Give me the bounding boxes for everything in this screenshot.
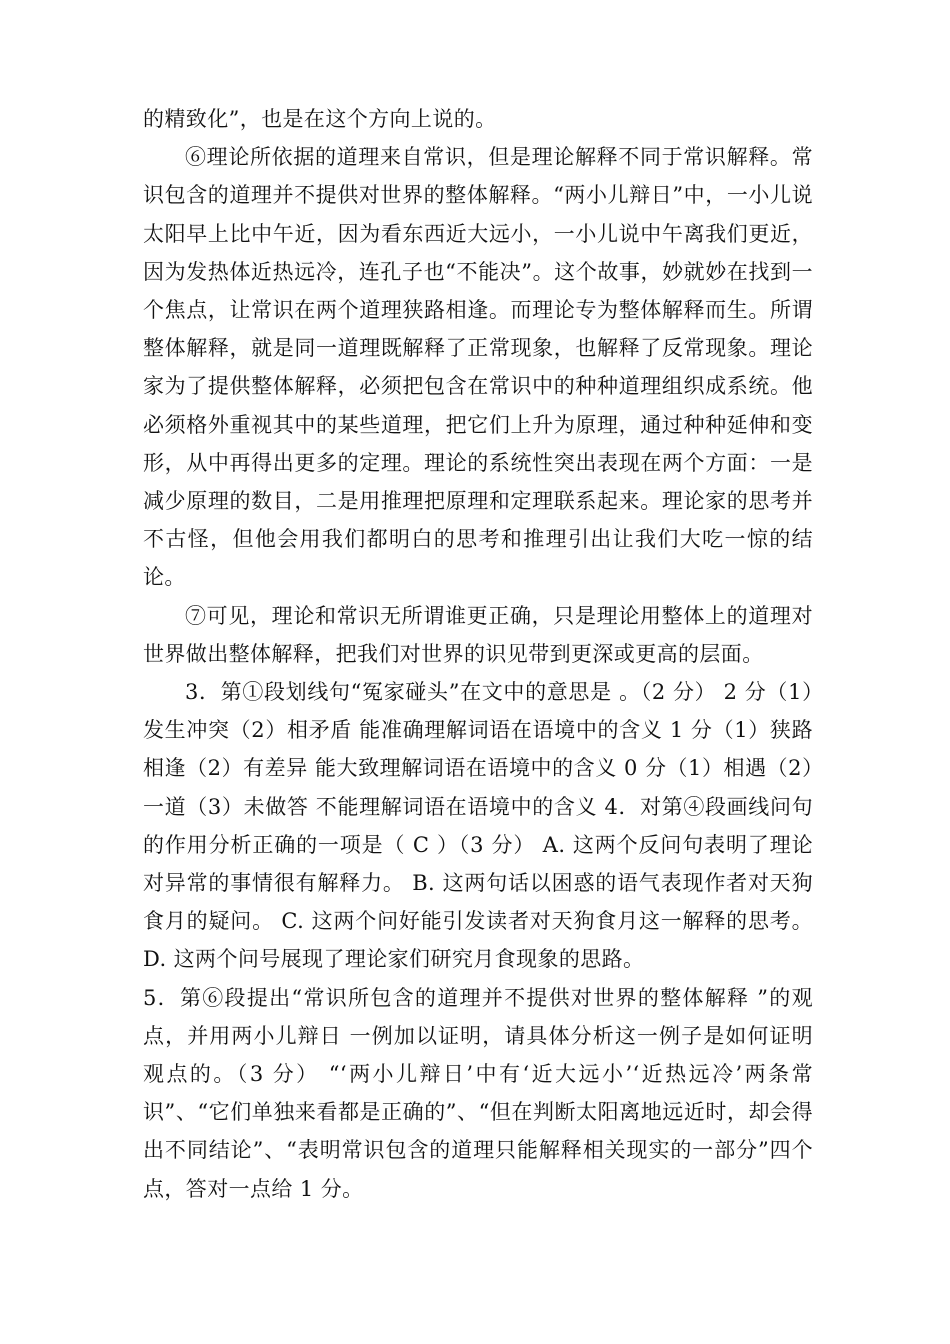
questions-3-4: 3．第①段划线句“冤家碰头”在文中的意思是 。（2 分） 2 分（1）发生冲突（2）相矛盾 能准确理解词语在语境中的含义 1 分（1）狭路相逢（2）有差异 能大致理解词语在语境中的含义 0 分（1）相遇（2）一道（3）未做答 不能理解词语在语境中的含义 4．对第④段画线问句的作用分析正确的一项是（ C ）（3 分） A. 这两个反问句表明了理论对异常的事情很有解释力。 B. 这两句话以困惑的语气表现作者对天狗食月的疑问。 C. 这两个问好能引发读者对天狗食月这一解释的思考。 D. 这两个问号展现了理论家们研究月食现象的思路。 [143, 680, 813, 972]
document-page [143, 100, 813, 1208]
paragraph-continuation: 的精致化”，也是在这个方向上说的。 [143, 107, 497, 131]
question-5: 5．第⑥段提出“常识所包含的道理并不提供对世界的整体解释 ”的观点，并用两小儿辩日 一例加以证明，请具体分析这一例子是如何证明观点的。（3 分） “‘两小儿辩日’中有‘近大远小’‘近热远冷’两条常识”、“它们单独来看都是正确的”、“但在判断太阳离地远近时，却会得出不同结论”、“表明常识包含的道理只能解释相关现实的一部分”四个点，答对一点给 1 分。 [143, 985, 813, 1201]
paragraph-7: ⑦可见，理论和常识无所谓谁更正确，只是理论用整体上的道理对世界做出整体解释，把我们对世界的识见带到更深或更高的层面。 [143, 603, 813, 666]
paragraph-6: ⑥理论所依据的道理来自常识，但是理论解释不同于常识解释。常识包含的道理并不提供对世界的整体解释。“两小儿辩日”中，一小儿说太阳早上比中午近，因为看东西近大远小，一小儿说中午离我们更近，因为发热体近热远冷，连孔子也“不能决”。这个故事，妙就妙在找到一个焦点，让常识在两个道理狭路相逢。而理论专为整体解释而生。所谓整体解释，就是同一道理既解释了正常现象，也解释了反常现象。理论家为了提供整体解释，必须把包含在常识中的种种道理组织成系统。他必须格外重视其中的某些道理，把它们上升为原理，通过种种延伸和变形，从中再得出更多的定理。理论的系统性突出表现在两个方面：一是减少原理的数目，二是用推理把原理和定理联系起来。理论家的思考并不古怪，但他会用我们都明白的思考和推理引出让我们大吃一惊的结论。 [143, 145, 813, 590]
